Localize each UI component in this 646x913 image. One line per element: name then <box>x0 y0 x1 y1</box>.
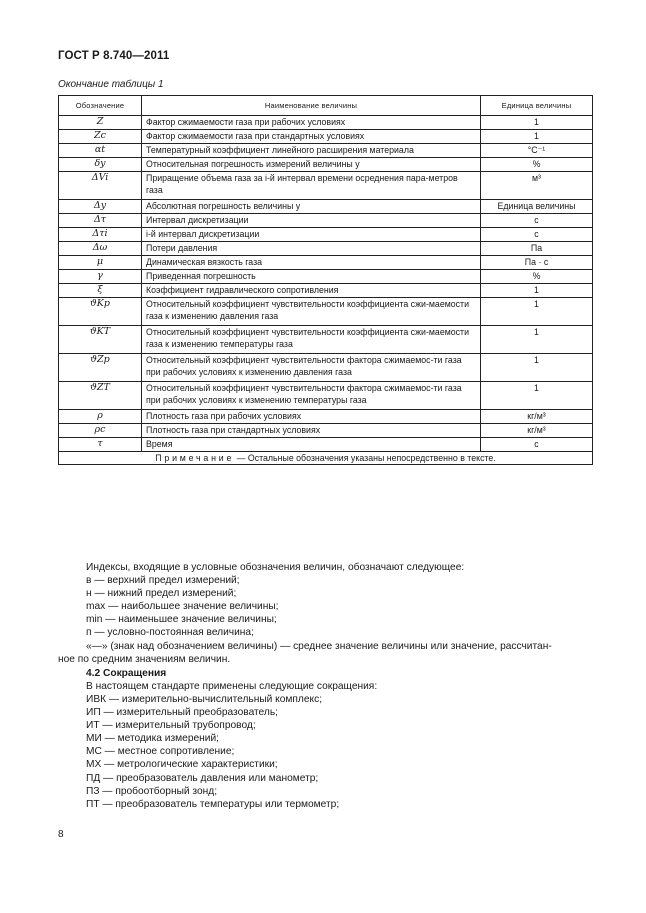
table-note-row <box>59 452 593 465</box>
list-item: ПЗ — пробоотборный зонд; <box>86 785 218 797</box>
name-cell: Плотность газа при рабочих условиях <box>142 410 481 424</box>
table-header-row <box>59 96 593 116</box>
list-item: МС — местное сопротивление; <box>86 746 235 758</box>
name-cell: Относительный коэффициент чувствительности коэффициента сжи-маемости газа к изменению давления газа <box>142 298 481 326</box>
unit-cell: 1 <box>481 298 593 326</box>
list-item: max — наибольшее значение величины; <box>86 601 279 613</box>
section-title: 4.2 Сокращения <box>86 667 167 679</box>
symbol-cell: Δy <box>59 200 142 214</box>
unit-cell: Па <box>481 242 593 256</box>
unit-cell: 1 <box>481 284 593 298</box>
symbol-cell: ϑKp <box>59 298 142 326</box>
table-row <box>59 228 593 242</box>
column-header-unit: Единица величины <box>481 96 593 116</box>
name-cell: Относительный коэффициент чувствительности коэффициента сжи-маемости газа к изменению температуры газа <box>142 326 481 354</box>
symbols-table <box>58 95 593 465</box>
list-item: min — наименьшее значение величины; <box>86 614 277 626</box>
column-header-name: Наименование величины <box>142 96 481 116</box>
name-cell: Относительная погрешность измерений величины y <box>142 158 481 172</box>
table-row <box>59 284 593 298</box>
symbol-cell: ϑKT <box>59 326 142 354</box>
unit-cell: кг/м³ <box>481 410 593 424</box>
name-cell: Фактор сжимаемости газа при рабочих условиях <box>142 116 481 130</box>
symbol-cell: ρс <box>59 424 142 438</box>
paragraph-continuation: ное по средним значениям величин. <box>58 653 231 665</box>
table-caption: Окончание таблицы 1 <box>58 79 164 90</box>
unit-cell: 1 <box>481 116 593 130</box>
document-header: ГОСТ Р 8.740—2011 <box>58 50 170 62</box>
name-cell: Относительный коэффициент чувствительности фактора сжимаемос-ти газа при рабочих условиях к изменению температуры газа <box>142 382 481 410</box>
list-item: ИТ — измерительный трубопровод; <box>86 720 256 732</box>
symbol-cell: ρ <box>59 410 142 424</box>
symbol-cell: αt <box>59 144 142 158</box>
unit-cell: % <box>481 270 593 284</box>
table-row <box>59 144 593 158</box>
name-cell: Потери давления <box>142 242 481 256</box>
table-row <box>59 298 593 326</box>
paragraph: В настоящем стандарте применены следующие сокращения: <box>86 680 378 692</box>
name-cell: Плотность газа при стандартных условиях <box>142 424 481 438</box>
unit-cell: 1 <box>481 326 593 354</box>
body-text <box>58 561 593 811</box>
note-text: — Остальные обозначения указаны непосредственно в тексте. <box>236 453 496 463</box>
list-item: п — условно-постоянная величина; <box>86 627 254 639</box>
list-item: ИВК — измерительно-вычислительный комплекс; <box>86 693 323 705</box>
paragraph: Индексы, входящие в условные обозначения величин, обозначают следующее: <box>86 562 465 573</box>
name-cell: Приведенная погрешность <box>142 270 481 284</box>
symbol-cell: γ <box>59 270 142 284</box>
paragraph: «—» (знак над обозначением величины) — среднее значение величины или значение, рассчитан- <box>86 640 552 652</box>
symbol-cell: Δτi <box>59 228 142 242</box>
name-cell: Фактор сжимаемости газа при стандартных условиях <box>142 130 481 144</box>
table-row <box>59 158 593 172</box>
unit-cell: с <box>481 228 593 242</box>
symbol-cell: Zс <box>59 130 142 144</box>
name-cell: Интервал дискретизации <box>142 214 481 228</box>
page-number: 8 <box>58 829 64 840</box>
table-row <box>59 382 593 410</box>
name-cell: Относительный коэффициент чувствительности фактора сжимаемос-ти газа при рабочих условиях к изменению давления газа <box>142 354 481 382</box>
unit-cell: 1 <box>481 354 593 382</box>
unit-cell: с <box>481 438 593 452</box>
list-item: ИП — измерительный преобразователь; <box>86 707 278 719</box>
symbol-cell: μ <box>59 256 142 270</box>
table-row <box>59 116 593 130</box>
table-row <box>59 424 593 438</box>
list-item: МХ — метрологические характеристики; <box>86 759 278 771</box>
name-cell: Температурный коэффициент линейного расширения материала <box>142 144 481 158</box>
symbol-cell: Z <box>59 116 142 130</box>
unit-cell: 1 <box>481 382 593 410</box>
unit-cell: Па · с <box>481 256 593 270</box>
table-row <box>59 438 593 452</box>
name-cell: Динамическая вязкость газа <box>142 256 481 270</box>
table-row <box>59 256 593 270</box>
symbol-cell: Δω <box>59 242 142 256</box>
list-item: н — нижний предел измерений; <box>86 588 237 600</box>
unit-cell: % <box>481 158 593 172</box>
symbol-cell: ΔVi <box>59 172 142 200</box>
table-row <box>59 410 593 424</box>
unit-cell: °C⁻¹ <box>481 144 593 158</box>
table-row <box>59 242 593 256</box>
list-item: ПТ — преобразователь температуры или термометр; <box>86 798 340 810</box>
symbol-cell: ϑZT <box>59 382 142 410</box>
unit-cell: кг/м³ <box>481 424 593 438</box>
unit-cell: Единица величины <box>481 200 593 214</box>
name-cell: i-й интервал дискретизации <box>142 228 481 242</box>
name-cell: Коэффициент гидравлического сопротивления <box>142 284 481 298</box>
table-row <box>59 214 593 228</box>
table-note <box>59 452 593 465</box>
table-row <box>59 326 593 354</box>
table-row <box>59 270 593 284</box>
unit-cell: с <box>481 214 593 228</box>
column-header-symbol: Обозначение <box>59 96 142 116</box>
symbol-cell: ξ <box>59 284 142 298</box>
symbol-cell: Δτ <box>59 214 142 228</box>
list-item: ПД — преобразователь давления или манометр; <box>86 772 319 784</box>
unit-cell: м³ <box>481 172 593 200</box>
table-row <box>59 200 593 214</box>
note-prefix: Примечание <box>155 453 235 463</box>
symbol-cell: ϑZp <box>59 354 142 382</box>
table-row <box>59 130 593 144</box>
table-row <box>59 354 593 382</box>
symbol-cell: δy <box>59 158 142 172</box>
list-item: МИ — методика измерений; <box>86 733 219 745</box>
name-cell: Время <box>142 438 481 452</box>
unit-cell: 1 <box>481 130 593 144</box>
symbol-cell: τ <box>59 438 142 452</box>
list-item: в — верхний предел измерений; <box>86 575 240 587</box>
table-row <box>59 172 593 200</box>
name-cell: Приращение объема газа за i-й интервал времени осреднения пара-метров газа <box>142 172 481 200</box>
name-cell: Абсолютная погрешность величины y <box>142 200 481 214</box>
